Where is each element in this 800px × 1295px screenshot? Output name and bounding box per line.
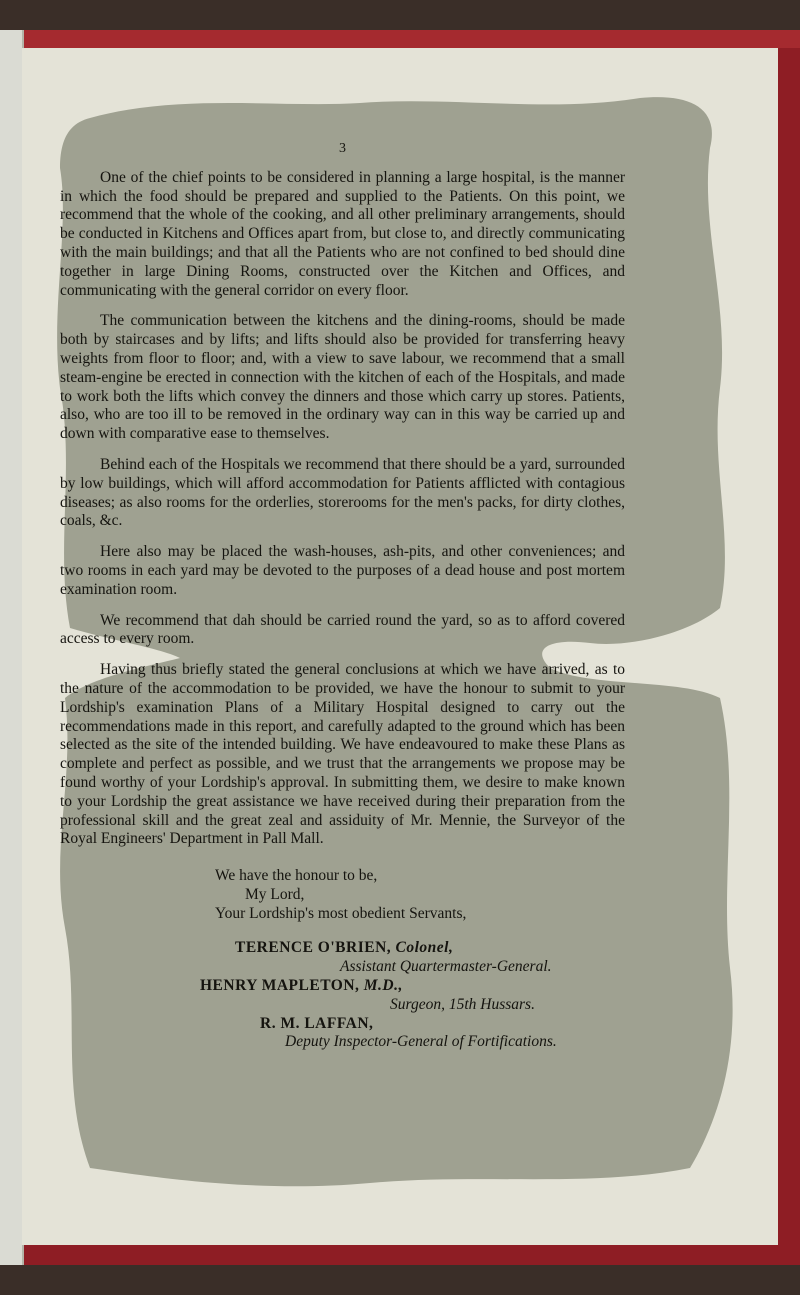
signatory-name: R. M. LAFFAN, xyxy=(260,1014,374,1032)
book-spine xyxy=(0,30,24,1265)
document-text xyxy=(60,140,625,1052)
signatory-obrien xyxy=(60,939,625,977)
cover-edge xyxy=(0,30,800,48)
signatory-name: HENRY MAPLETON, xyxy=(200,977,360,995)
signatory-title: Surgeon, 15th Hussars. xyxy=(390,995,535,1013)
signatory-laffan xyxy=(60,1015,625,1053)
paragraph-conclusions: Having thus briefly stated the general conclusions at which we have arrived, as to the nature of the accommodation to be provided, we have the honour to submit to your Lordship's examination Plans of a Military Hospital designed to carry out the recommendations made in this report, and carefully adapted to the ground which has been selected as the site of the intended building. We have endeavoured to make these Plans as complete and perfect as possible, and we trust that the arrangements we propose may be found worthy of your Lordship's approval. In submitting them, we desire to make known to your Lordship the great assistance we have received during their preparation from the professional skill and the great zeal and assiduity of Mr. Mennie, the Surveyor of the Royal Engineers' Department in Pall Mall. xyxy=(60,661,625,848)
signatory-mapleton xyxy=(60,977,625,1015)
paragraph-yard: Behind each of the Hospitals we recommend that there should be a yard, surrounded by low buildings, which will afford accommodation for Patients afflicted with contagious diseases; as also rooms for the orderlies, storerooms for the men's packs, for dirty clothes, coals, &c. xyxy=(60,455,625,530)
signatory-rank: M.D., xyxy=(363,977,403,995)
paragraph-food: One of the chief points to be considered in planning a large hospital, is the manner in which the food should be prepared and supplied to the Patients. On this point, we recommend that the whole of the cooking, and all other preliminary arrangements, should be conducted in Kitchens and Offices apart from, but close to, and directly communicating with the main buildings; and that all the Patients who are not confined to bed should dine together in large Dining Rooms, constructed over the Kitchen and Offices, and communicating with the general corridor on every floor. xyxy=(60,168,625,299)
signatory-rank: Colonel, xyxy=(395,939,454,957)
closing-block xyxy=(60,867,625,923)
signatory-title: Assistant Quartermaster-General. xyxy=(340,958,552,976)
salutation: My Lord, xyxy=(245,885,305,903)
paragraph-wash-houses: Here also may be placed the wash-houses, ash-pits, and other conveniences; and two rooms in each yard may be devoted to the purposes of a dead house and post mortem examination room. xyxy=(60,543,625,598)
paragraph-lifts: The communication between the kitchens and the dining-rooms, should be made both by staircases and by lifts; and lifts should also be provided for transferring heavy weights from floor to floor; and, with a view to save labour, we recommend that a small steam-engine be erected in connection with the kitchen of each of the Hospitals, and made to work both the lifts which convey the dinners and those which carry up stores. Patients, also, who are too ill to be removed in the ordinary way can in this way be carried up and down with comparative ease to themselves. xyxy=(60,312,625,443)
closing-line: We have the honour to be, xyxy=(215,867,378,885)
paragraph-covered-access: We recommend that dah should be carried round the yard, so as to afford covered access to every room. xyxy=(60,611,625,648)
closing-servants: Your Lordship's most obedient Servants, xyxy=(215,904,467,922)
signatory-name: TERENCE O'BRIEN, xyxy=(235,939,392,957)
signatory-title: Deputy Inspector-General of Fortifications. xyxy=(285,1033,557,1051)
page-number: 3 xyxy=(339,141,346,156)
